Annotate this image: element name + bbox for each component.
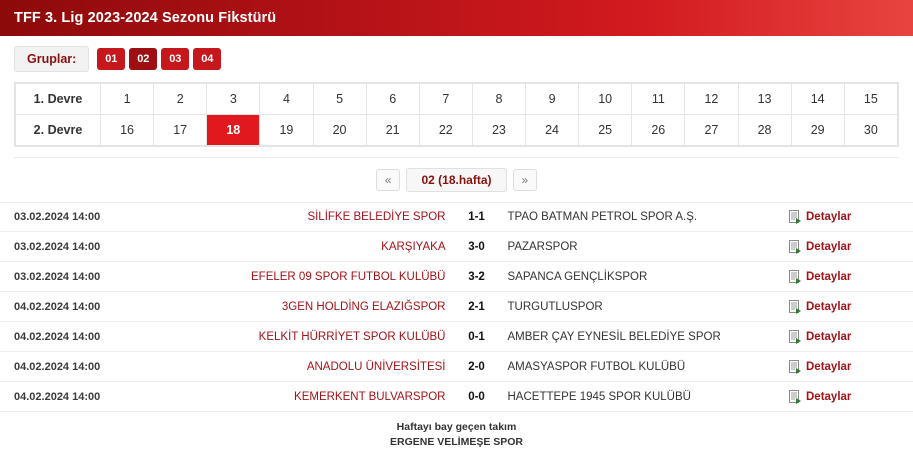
home-team[interactable]: EFELER 09 SPOR FUTBOL KULÜBÜ (251, 270, 446, 283)
week-cell-22[interactable]: 22 (419, 115, 472, 146)
match-detail-cell (789, 360, 899, 374)
home-team[interactable]: SİLİFKE BELEDİYE SPOR (307, 211, 446, 223)
home-team[interactable]: ANADOLU ÜNİVERSİTESİ (306, 360, 446, 373)
match-score: 2-0 (468, 360, 485, 373)
group-chip-01[interactable]: 01 (97, 48, 125, 70)
match-date: 03.02.2024 14:00 (14, 211, 101, 223)
match-detail-cell (789, 210, 899, 224)
away-team[interactable]: TURGUTLUSPOR (507, 300, 603, 313)
detail-link[interactable]: Detaylar (806, 390, 852, 403)
table-row (0, 352, 913, 382)
groups-bar (0, 36, 913, 78)
page-title: TFF 3. Lig 2023-2024 Sezonu Fikstürü (14, 10, 277, 26)
week-cell-26[interactable]: 26 (632, 115, 685, 146)
document-icon (789, 300, 802, 314)
home-team[interactable]: KELKİT HÜRRİYET SPOR KULÜBÜ (258, 330, 446, 343)
away-team[interactable]: TPAO BATMAN PETROL SPOR A.Ş. (507, 211, 698, 223)
match-detail-cell (789, 270, 899, 284)
document-icon (789, 390, 802, 404)
week-cell-5[interactable]: 5 (313, 84, 366, 115)
match-score: 0-1 (468, 330, 485, 343)
match-date: 04.02.2024 14:00 (14, 390, 101, 403)
home-team[interactable]: KARŞIYAKA (381, 240, 446, 253)
week-cell-8[interactable]: 8 (472, 84, 525, 115)
weeks-row-second-half (16, 115, 898, 146)
week-cell-15[interactable]: 15 (844, 84, 897, 115)
detail-link[interactable]: Detaylar (806, 360, 852, 373)
week-cell-23[interactable]: 23 (472, 115, 525, 146)
week-pager (0, 168, 913, 192)
bye-team-footer (0, 420, 913, 450)
weeks-row-first-half (16, 84, 898, 115)
home-team[interactable]: KEMERKENT BULVARSPOR (294, 390, 446, 403)
match-detail-cell (789, 330, 899, 344)
week-cell-3[interactable]: 3 (207, 84, 260, 115)
week-cell-6[interactable]: 6 (366, 84, 419, 115)
detail-link[interactable]: Detaylar (806, 240, 852, 253)
home-team[interactable]: 3GEN HOLDİNG ELAZIĞSPOR (281, 300, 446, 313)
week-cell-2[interactable]: 2 (154, 84, 207, 115)
week-cell-9[interactable]: 9 (526, 84, 579, 115)
match-score: 3-0 (468, 240, 485, 253)
away-team[interactable]: HACETTEPE 1945 SPOR KULÜBÜ (507, 390, 691, 403)
match-date: 04.02.2024 14:00 (14, 360, 101, 373)
detail-link[interactable]: Detaylar (806, 330, 852, 343)
bye-team-name: ERGENE VELİMEŞE SPOR (389, 436, 524, 448)
week-cell-25[interactable]: 25 (579, 115, 632, 146)
week-cell-18[interactable]: 18 (207, 115, 260, 146)
detail-link[interactable]: Detaylar (806, 211, 852, 223)
week-cell-30[interactable]: 30 (844, 115, 897, 146)
document-icon (789, 330, 802, 344)
bye-team-label: Haftayı bay geçen takım (396, 421, 517, 433)
week-cell-17[interactable]: 17 (154, 115, 207, 146)
away-team[interactable]: PAZARSPOR (507, 240, 578, 253)
week-cell-16[interactable]: 16 (101, 115, 154, 146)
table-row (0, 322, 913, 352)
pager-current-label: 02 (18.hafta) (406, 168, 506, 192)
page-header (0, 0, 913, 36)
week-cell-13[interactable]: 13 (738, 84, 791, 115)
week-cell-4[interactable]: 4 (260, 84, 313, 115)
week-cell-28[interactable]: 28 (738, 115, 791, 146)
match-date: 03.02.2024 14:00 (14, 270, 101, 283)
half-label-first: 1. Devre (16, 84, 101, 115)
document-icon (789, 270, 802, 284)
match-list (0, 202, 913, 412)
match-detail-cell (789, 300, 899, 314)
document-icon (789, 360, 802, 374)
week-cell-10[interactable]: 10 (579, 84, 632, 115)
table-row (0, 292, 913, 322)
week-cell-12[interactable]: 12 (685, 84, 738, 115)
week-cell-29[interactable]: 29 (791, 115, 844, 146)
divider (14, 157, 899, 158)
group-chip-03[interactable]: 03 (161, 48, 189, 70)
half-label-second: 2. Devre (16, 115, 101, 146)
group-chip-02[interactable]: 02 (129, 48, 157, 70)
document-icon (789, 210, 802, 224)
week-cell-20[interactable]: 20 (313, 115, 366, 146)
weeks-table (14, 82, 899, 147)
week-cell-7[interactable]: 7 (419, 84, 472, 115)
away-team[interactable]: AMBER ÇAY EYNESİL BELEDİYE SPOR (507, 330, 721, 343)
match-score: 3-2 (468, 270, 485, 283)
table-row (0, 262, 913, 292)
match-detail-cell (789, 390, 899, 404)
match-score: 1-1 (468, 211, 485, 223)
groups-label: Gruplar: (14, 46, 89, 72)
group-chip-04[interactable]: 04 (193, 48, 221, 70)
week-cell-21[interactable]: 21 (366, 115, 419, 146)
match-score: 2-1 (468, 300, 485, 313)
table-row (0, 202, 913, 232)
week-cell-24[interactable]: 24 (526, 115, 579, 146)
table-row (0, 232, 913, 262)
away-team[interactable]: SAPANCA GENÇLİKSPOR (507, 270, 648, 283)
match-score: 0-0 (468, 390, 485, 403)
match-date: 04.02.2024 14:00 (14, 300, 101, 313)
match-detail-cell (789, 240, 899, 254)
week-cell-14[interactable]: 14 (791, 84, 844, 115)
pager-prev-button[interactable]: « (376, 169, 401, 191)
away-team[interactable]: AMASYASPOR FUTBOL KULÜBÜ (507, 360, 686, 373)
detail-link[interactable]: Detaylar (806, 270, 852, 283)
week-cell-1[interactable]: 1 (101, 84, 154, 115)
detail-link[interactable]: Detaylar (806, 300, 852, 313)
pager-next-button[interactable]: » (513, 169, 538, 191)
week-cell-27[interactable]: 27 (685, 115, 738, 146)
match-date: 03.02.2024 14:00 (14, 240, 101, 253)
week-cell-11[interactable]: 11 (632, 84, 685, 115)
match-date: 04.02.2024 14:00 (14, 330, 101, 343)
week-cell-19[interactable]: 19 (260, 115, 313, 146)
document-icon (789, 240, 802, 254)
table-row (0, 382, 913, 412)
